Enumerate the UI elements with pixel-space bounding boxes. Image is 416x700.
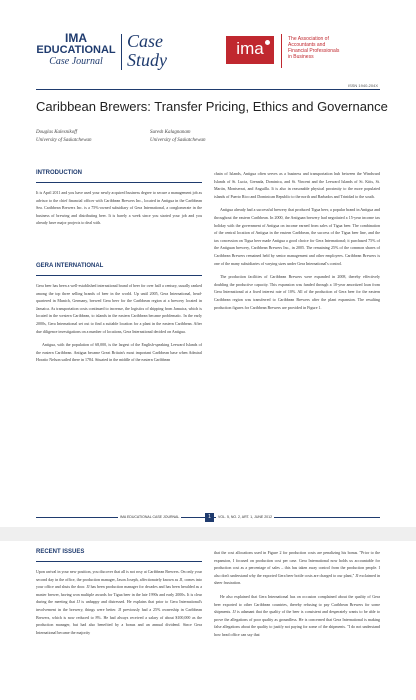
- study-word: Study: [127, 50, 167, 70]
- paragraph: that the cost allocations used in Figure 2 for production costs are penalizing his bonus. "Prior to the expansion, I focused on production cost per case. Gera International now holds us accountable for production cost as a percentage of sales – this has taken away control from the production people. I also don't understand why the exported Gera beer bottle costs are charged to our plant," JJ exclaimed in sheer frustration.: [214, 550, 380, 586]
- paragraph: Gera beer has been a well-established international brand of beer for over half a century, usually ranked among the top three selling brands of beer in the world. Up until 2005, Gera International, head-quartered in Munich, Germany, brewed Gera beer for the Caribbean region at a brewery located in Jamaica. As transportation costs continued to increase, the logistics of shipping from Jamaica, which is located in the western Caribbean, to islands in the eastern Caribbean became problematic. In the early 2000s, Gera International set out to find a suitable location for a plant in the eastern Caribbean. After due diligence investigations on a number of locations, Gera International decided on Antigua.: [36, 283, 202, 334]
- right-column: [214, 170, 380, 317]
- footer-journal-name: IMA EDUCATIONAL CASE JOURNAL: [118, 513, 181, 522]
- section-rule: [36, 275, 202, 276]
- author-2: [150, 129, 270, 145]
- paragraph: Antigua already had a successful brewery that produced Tigua beer, a popular brand in Antigua and throughout the eastern Caribbean. In 2000, the Antiguan brewery had negotiated a 15-year income tax holiday with the government of Antigua on income earned from sales of Tigua beer. The combination of the central location of Antigua in the eastern Caribbean, the success of the Tigua beer line, and the tax concession on Tigua beer made Antigua a good choice for Gera International; it purchased 75% of the Antiguan brewery, Caribbean Brewers Inc., in 2005. The remaining 25% of the common shares of Caribbean Brewers remained held by senior management and other employees. Caribbean Brewers is one of the many subsidiaries of varying sizes under Gera International's control.: [214, 207, 380, 266]
- journal-header: [36, 32, 380, 72]
- assoc-line: The Association of: [288, 36, 329, 42]
- author-affiliation: University of Saskatchewan: [150, 138, 206, 143]
- section-rule: [36, 561, 202, 562]
- ima-logo-text: ima: [236, 39, 264, 58]
- logo-line-3: Case Journal: [49, 56, 103, 67]
- author-name: Douglas Kalesnikoff: [36, 130, 77, 135]
- left-column: [36, 170, 202, 233]
- author-name: Suresh Kalagnanam: [150, 130, 191, 135]
- logo-divider: [281, 34, 282, 68]
- author-block: [36, 129, 380, 155]
- section-heading-introduction: INTRODUCTION: [36, 170, 82, 176]
- article-title: Caribbean Brewers: Transfer Pricing, Ethics and Governance: [36, 99, 388, 114]
- paragraph: chain of Islands, Antigua often serves as a business and transportation hub between the Windward Islands of St. Lucia, Grenada, Dominica, and St. Vincent and the Leeward Islands of St. Kitts, St. Martin, Montserrat, and Anguilla. It is also in reasonable physical proximity to the more populated islands of Puerto Rico and Dominican Republic to the north and Barbados and Trinidad to the south.: [214, 171, 380, 199]
- section-heading-recent-issues: RECENT ISSUES: [36, 549, 85, 555]
- header-divider: [121, 34, 122, 70]
- paragraph: Antigua, with the population of 68,000, is the largest of the English-speaking Leeward Islands of the eastern Caribbean. Antigua became Great Britain's most important Caribbean base when Admiral Horatio Nelson sailed there in 1784. Situated in the middle of the eastern Caribbean: [36, 342, 202, 363]
- paragraph: It is April 2011 and you have used your newly acquired business degree to secure a management job as advisor to the chief financial officer with Caribbean Brewers Inc., located in Antigua in the Caribbean Sea. Caribbean Brewers Inc. is a 75%-owned subsidiary of Gera International, a conglomerate in the business of brewing and distributing beer. It is barely a week since you started your job and you already have major projects to deal with.: [36, 190, 202, 226]
- section-heading-gera-international: GERA INTERNATIONAL: [36, 263, 104, 269]
- footer-issue-info: VOL. 5, NO. 2, ART. 1, JUNE 2012: [216, 513, 274, 522]
- left-column-lower: [36, 263, 202, 370]
- author-affiliation: University of Saskatchewan: [36, 138, 92, 143]
- case-word: Case: [127, 31, 163, 51]
- ima-logo: [226, 36, 274, 64]
- page-number: 1: [205, 513, 214, 522]
- right-column: [214, 549, 380, 645]
- ima-educational-logo: [36, 32, 116, 68]
- assoc-line: Accountants and: [288, 42, 326, 48]
- left-column: [36, 549, 202, 642]
- assoc-line: in Business: [288, 54, 314, 60]
- paragraph: The production facilities of Caribbean Brewers were expanded in 2008, thereby effectively doubling the productive capacity. This expansion was funded through a 10-year amortized loan from Gera International at a fixed interest rate of 10%. All of the production of Gera beer for the eastern Caribbean region was transferred to Caribbean Brewers after the plant expansion. The resulting production figures for Caribbean Brewers are provided in Figure 1.: [214, 274, 380, 310]
- author-1: [36, 129, 156, 145]
- paragraph: He also explained that Gera International has on occasion complained about the quality of Gera beer exported to other Caribbean countries, thereby refusing to pay Caribbean Brewers for some shipments. JJ is adamant that the quality of the beer is consistent and desperately wants to be able to prove the allegations of poor quality as groundless. He is concerned that Gera International is making false allegations about the quality to justify not paying for some of the shipments. "I do not understand how head office can say that: [214, 593, 380, 637]
- document-page-2: [0, 541, 416, 700]
- header-rule: [36, 89, 380, 90]
- logo-dot-icon: [265, 40, 270, 45]
- paragraph: Upon arrival in your new position, you discover that all is not rosy at Caribbean Brewers. On only your second day in the office, the production manager, Jason Joseph, affectionately known as JJ, comes into your office and shuts the door. JJ has been production manager for decades and has been heralded as a master brewer, having won multiple awards for Tigua beer in the late 1990s and early 2000s. It is clear during the meeting that JJ is unhappy and distressed. He explains that prior to Gera International's involvement in the brewery, things were better. JJ previously had a 25% ownership in Caribbean Brewers, which is now reduced to 8%. He had always received a salary of about $100,000 as the production manager, but had also benefited by a bonus and an annual dividend. Since Gera International became the majority: [36, 569, 202, 635]
- logo-line-1: IMA: [65, 31, 87, 45]
- assoc-line: Financial Professionals: [288, 48, 340, 54]
- logo-line-2: EDUCATIONAL: [36, 44, 116, 56]
- case-study-wordmark: [127, 32, 167, 70]
- association-tagline: [288, 36, 378, 60]
- page-footer: [36, 513, 380, 522]
- issn-number: ISSN 1940-204X: [347, 83, 378, 88]
- section-rule: [36, 182, 202, 183]
